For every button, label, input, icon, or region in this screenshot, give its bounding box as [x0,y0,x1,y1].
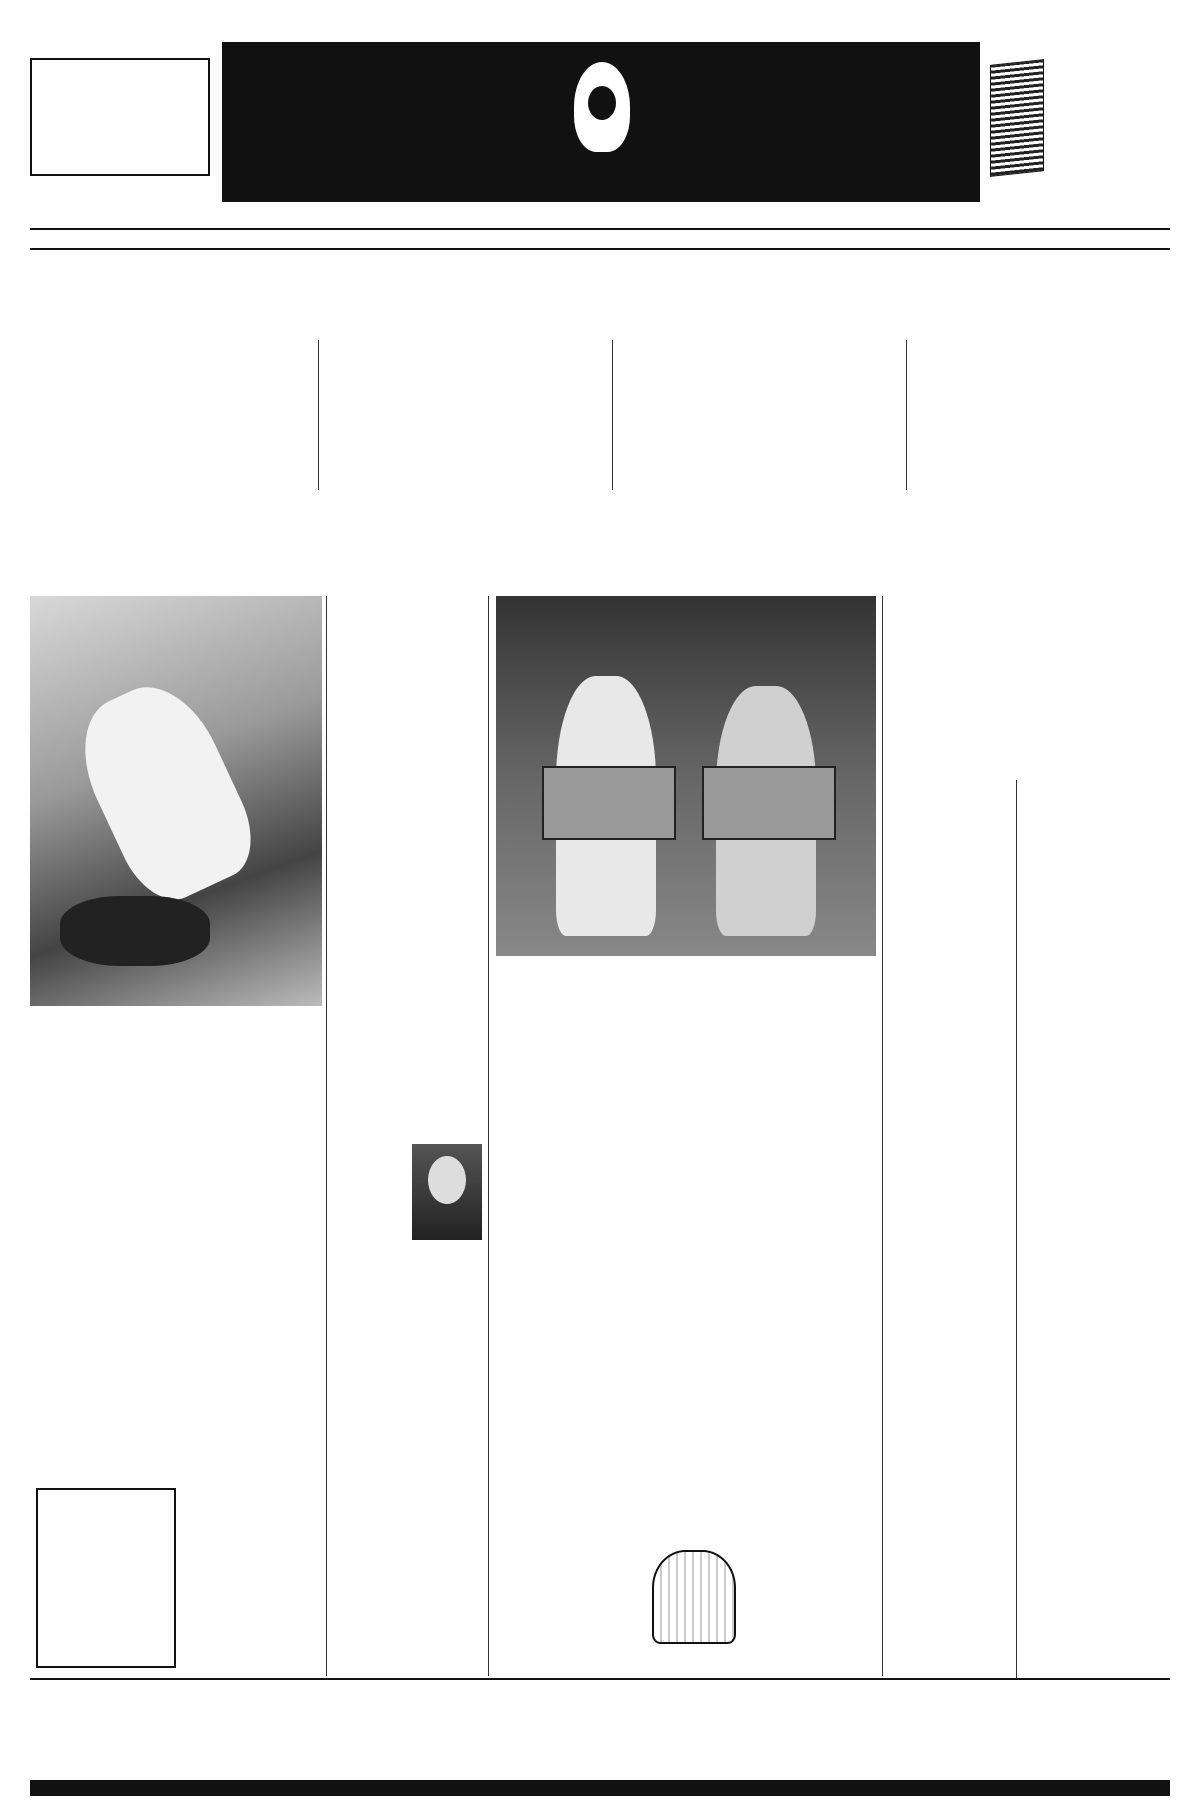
story1-column-1 [30,340,312,490]
whats-inside-box [36,1488,176,1668]
oakhill-column-2 [624,1096,746,1216]
poll-workers-photo [496,596,876,956]
bruce-photo [412,1144,482,1240]
phone-directory [30,58,210,176]
oakhill-column-3 [752,1096,876,1286]
ladies-story [890,900,1010,1430]
indian-head-emblem-icon [574,62,630,152]
returns-box [890,1442,1014,1612]
poll-photo-caption-right [690,958,876,1006]
story1-column-4 [912,340,1170,490]
story1-column-3 [618,340,900,490]
judo-photo [30,596,322,1006]
footer-bar [30,1780,1170,1796]
council-story-intro [898,660,1170,778]
newspaper-man-icon [652,1550,736,1644]
press-run-box [990,52,1170,182]
judo-photo-caption [30,1010,322,1110]
newspaper-stack-icon [990,59,1044,177]
judo-column-1 [36,1180,176,1485]
council-story-continued [1022,780,1170,1440]
schools-story [332,728,482,1018]
want-ad-promo [626,1482,756,1682]
oakhill-column-1 [496,1096,618,1671]
judo-column-2 [182,1180,322,1680]
masthead [222,42,980,202]
dateline-bar [30,228,1170,250]
poll-photo-caption-left [496,958,682,1006]
story1-column-2 [324,340,606,490]
exservice-story [752,1334,876,1674]
council-story-end [1022,1442,1170,1674]
bruce-story [332,1140,482,1665]
